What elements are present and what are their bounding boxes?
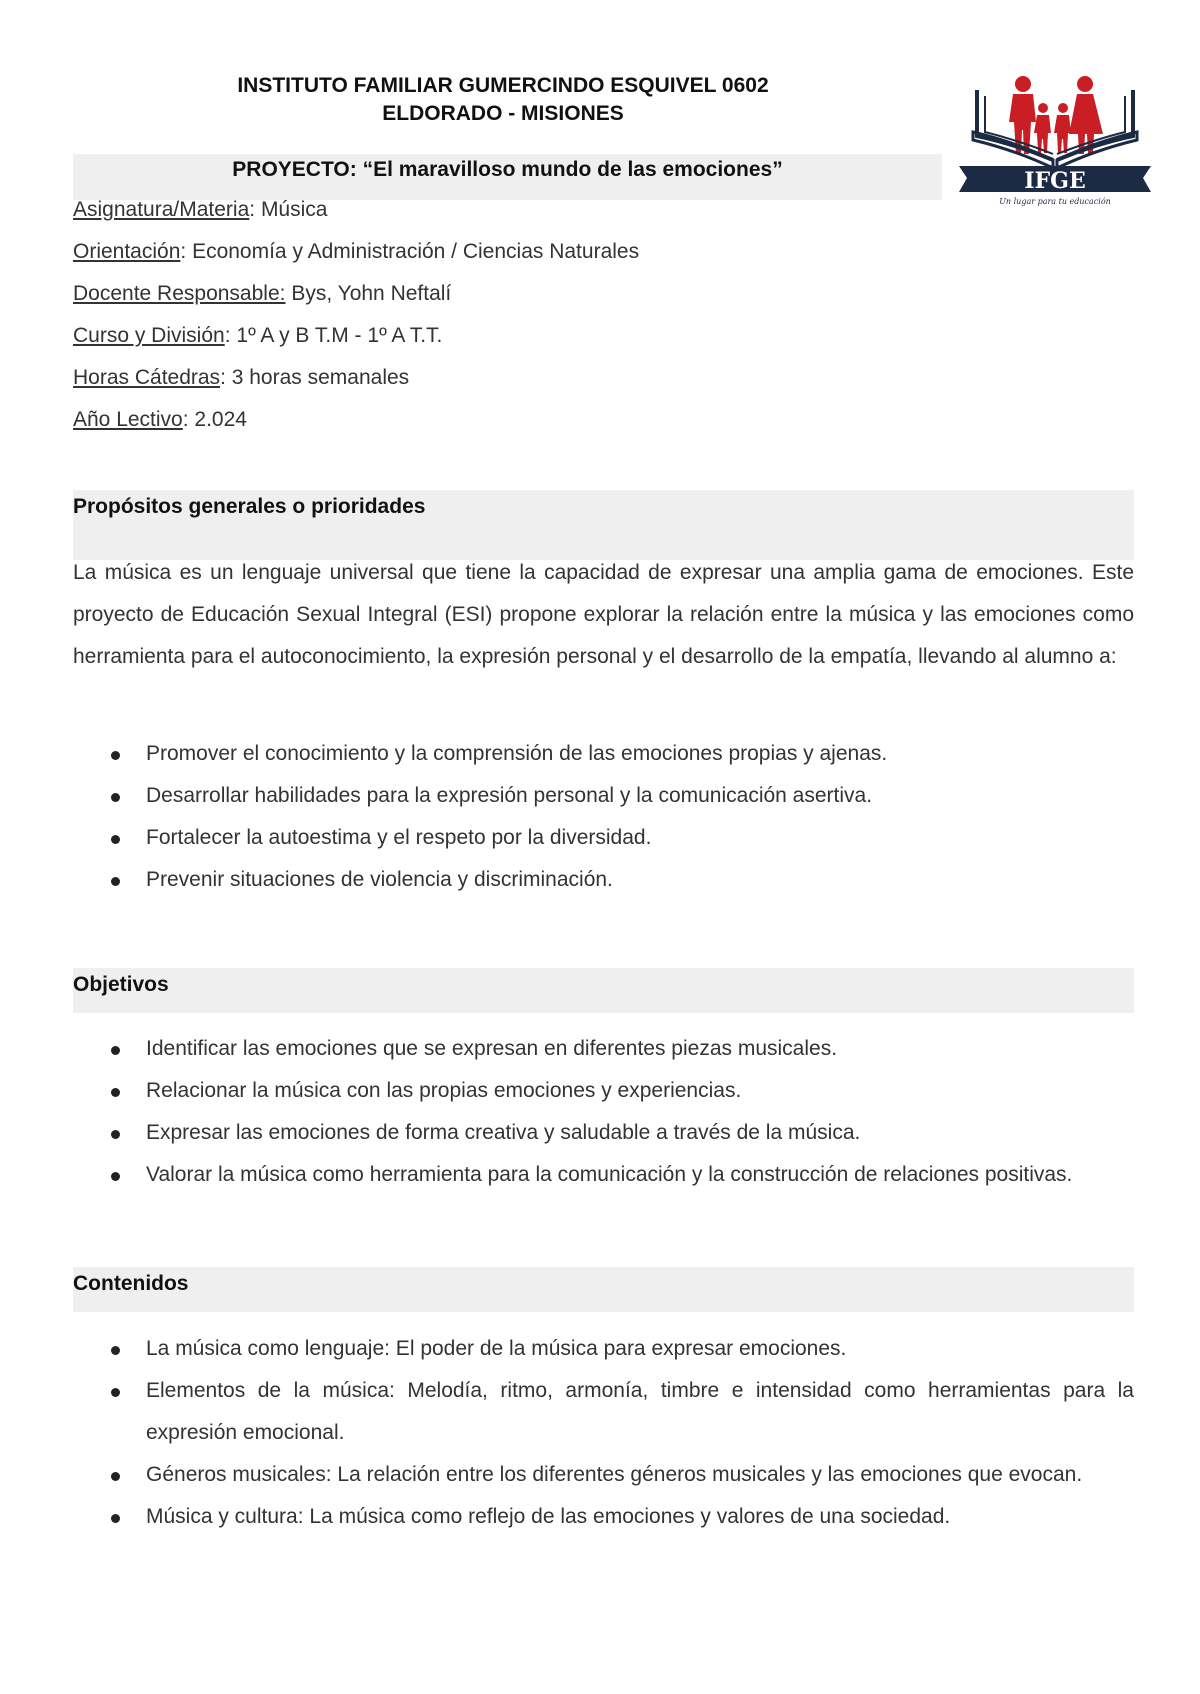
section-title-propositos: Propósitos generales o prioridades [73, 495, 426, 518]
info-label: Curso y División [73, 324, 225, 347]
list-item-text: Prevenir situaciones de violencia y discriminación. [146, 868, 613, 891]
info-docente [73, 282, 451, 306]
info-separator: : [180, 240, 193, 263]
list-item [73, 1370, 1134, 1454]
list-item [73, 775, 1134, 817]
list-item [73, 1496, 1134, 1538]
list-item [73, 1454, 1134, 1496]
bullet-icon [111, 1346, 120, 1355]
bullet-icon [111, 1472, 120, 1481]
propositos-list [73, 733, 1134, 901]
institution-location: ELDORADO - MISIONES [382, 102, 624, 125]
institution-name: INSTITUTO FAMILIAR GUMERCINDO ESQUIVEL 0602 [237, 74, 769, 97]
section-band-objetivos [73, 968, 1134, 1013]
info-label: Horas Cátedras [73, 366, 221, 389]
bullet-icon [111, 877, 120, 886]
list-item-text: La música como lenguaje: El poder de la música para expresar emociones. [146, 1337, 847, 1360]
list-item-text: Géneros musicales: La relación entre los diferentes géneros musicales y las emociones que evocan. [146, 1463, 1083, 1486]
list-item [73, 1028, 1134, 1070]
bullet-icon [111, 1130, 120, 1139]
info-curso [73, 324, 442, 348]
list-item-text: Desarrollar habilidades para la expresión personal y la comunicación asertiva. [146, 784, 873, 807]
list-item-text: Elementos de la música: Melodía, ritmo, armonía, timbre e intensidad como herramientas para la expresión emocional. [146, 1379, 1134, 1444]
ifge-logo [955, 70, 1155, 210]
info-orientacion [73, 240, 639, 264]
list-item [73, 1328, 1134, 1370]
project-title: PROYECTO: “El maravilloso mundo de las emociones” [232, 158, 783, 181]
bullet-icon [111, 1514, 120, 1523]
propositos-paragraph: La música es un lenguaje universal que tiene la capacidad de expresar una amplia gama de emociones. Este proyecto de Educación Sexual Integral (ESI) propone explorar la relación entre la música y las emociones como herramienta para el autoconocimiento, la expresión personal y el desarrollo de la empatía, llevando al alumno a: [73, 561, 1134, 668]
list-item [73, 817, 1134, 859]
bullet-icon [111, 1046, 120, 1055]
list-item-text: Fortalecer la autoestima y el respeto por la diversidad. [146, 826, 652, 849]
list-item [73, 859, 1134, 901]
info-asignatura [73, 198, 327, 222]
info-value: Economía y Administración / Ciencias Naturales [192, 240, 640, 263]
logo-text: IFGE [1024, 168, 1086, 194]
info-separator: : [224, 324, 237, 347]
contenidos-list [73, 1328, 1134, 1538]
list-item-text: Identificar las emociones que se expresan en diferentes piezas musicales. [146, 1037, 838, 1060]
info-separator: : [182, 408, 195, 431]
list-item-text: Expresar las emociones de forma creativa y saludable a través de la música. [146, 1121, 861, 1144]
info-label: Año Lectivo [73, 408, 183, 431]
info-value: Bys, Yohn Neftalí [291, 282, 452, 305]
info-anio [73, 408, 247, 432]
bullet-icon [111, 835, 120, 844]
section-title-objetivos: Objetivos [73, 973, 169, 996]
list-item [73, 1070, 1134, 1112]
bullet-icon [111, 1388, 120, 1397]
bullet-icon [111, 751, 120, 760]
info-separator: : [220, 366, 232, 389]
bullet-icon [111, 793, 120, 802]
info-label: Orientación [73, 240, 181, 263]
info-horas [73, 366, 409, 390]
section-band-contenidos [73, 1267, 1134, 1312]
bullet-icon [111, 1172, 120, 1181]
list-item [73, 1112, 1134, 1154]
list-item [73, 1154, 1134, 1196]
logo-tagline: Un lugar para tu educación [999, 197, 1111, 206]
info-value: Música [260, 198, 328, 221]
objetivos-list [73, 1028, 1134, 1196]
list-item-text: Valorar la música como herramienta para la comunicación y la construcción de relaciones positivas. [146, 1163, 1073, 1186]
bullet-icon [111, 1088, 120, 1097]
info-label: Asignatura/Materia [73, 198, 250, 221]
info-value: 1º A y B T.M - 1º A T.T. [236, 324, 443, 347]
list-item-text: Música y cultura: La música como reflejo de las emociones y valores de una sociedad. [146, 1505, 951, 1528]
info-label: Docente Responsable: [73, 282, 286, 305]
list-item-text: Promover el conocimiento y la comprensión de las emociones propias y ajenas. [146, 742, 888, 765]
list-item-text: Relacionar la música con las propias emociones y experiencias. [146, 1079, 742, 1102]
list-item [73, 733, 1134, 775]
info-separator: : [249, 198, 261, 221]
info-value: 3 horas semanales [231, 366, 410, 389]
info-value: 2.024 [194, 408, 247, 431]
section-title-contenidos: Contenidos [73, 1272, 189, 1295]
